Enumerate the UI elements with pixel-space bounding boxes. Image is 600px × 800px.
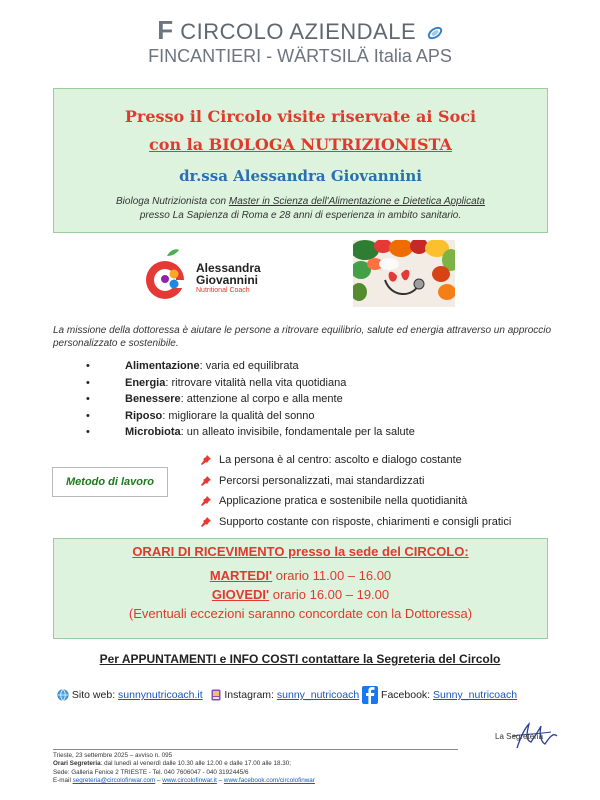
method-list — [200, 450, 570, 532]
footer-divider — [53, 749, 458, 750]
bullet-icon: • — [86, 409, 90, 422]
desc-prefix: Biologa Nutrizionista con — [116, 196, 229, 207]
benefit-key: Microbiota — [125, 426, 181, 438]
facebook-icon — [362, 686, 378, 704]
web-label: Sito web: — [69, 688, 119, 701]
social-links — [57, 686, 587, 704]
healthy-food-image — [353, 240, 455, 307]
list-item — [86, 424, 556, 441]
schedule-thursday — [54, 587, 547, 602]
coach-logo — [140, 246, 300, 306]
website-link[interactable]: sunnynutricoach.it — [118, 688, 203, 701]
email-link[interactable]: segreteria@circolofinwar.com — [72, 777, 156, 785]
desc-master: Master in Scienza dell'Alimentazione e Dietetica Applicata — [228, 196, 485, 207]
benefit-key: Riposo — [125, 409, 163, 422]
brand-title — [0, 15, 600, 45]
method-label-box: Metodo di lavoro — [52, 467, 168, 497]
bullet-icon: • — [86, 426, 90, 438]
time-thursday: orario 16.00 – 19.00 — [269, 587, 390, 602]
schedule-title: ORARI DI RICEVIMENTO presso la sede del CIRCOLO: — [132, 544, 469, 559]
pushpin-icon — [200, 454, 212, 466]
separator: – — [216, 777, 224, 785]
schedule-tuesday — [54, 568, 547, 583]
method-text: La persona è al centro: ascolto e dialogo costante — [219, 454, 462, 466]
list-item — [200, 471, 570, 492]
swirl-logo-icon — [427, 25, 443, 41]
apple-logo-icon — [140, 246, 190, 304]
logo-name-1: Alessandra — [196, 261, 261, 275]
footer-hours-label: Orari Segreteria — [53, 760, 101, 768]
method-text: Supporto costante con risposte, chiarimenti e consigli pratici — [219, 515, 512, 528]
brand-subtitle: FINCANTIERI - WÄRTSILÄ Italia APS — [148, 46, 452, 66]
day-thursday: GIOVEDI' — [211, 587, 270, 602]
list-item — [200, 512, 570, 533]
list-item — [86, 408, 556, 425]
time-tuesday: orario 11.00 – 16.00 — [272, 568, 392, 583]
pushpin-icon — [200, 475, 212, 487]
facebook-link[interactable]: Sunny_nutricoach — [433, 688, 518, 701]
logo-subtitle: Nutritional Coach — [196, 287, 250, 294]
list-item — [86, 358, 556, 375]
bullet-icon: • — [86, 360, 90, 372]
schedule-box — [53, 538, 548, 639]
footer-hours — [53, 760, 593, 768]
list-item — [200, 450, 570, 471]
header — [0, 15, 600, 67]
instagram-label: Instagram: — [221, 688, 277, 701]
benefit-key: Benessere — [125, 393, 181, 405]
footer-contacts — [53, 777, 593, 785]
doctor-name: dr.ssa Alessandra Giovannini — [179, 167, 422, 185]
intro-line-1: Presso il Circolo visite riservate ai Soci — [124, 107, 477, 126]
footer-date: Trieste, 23 settembre 2025 – avviso n. 095 — [53, 752, 173, 759]
bullet-icon: • — [86, 376, 90, 389]
day-tuesday: MARTEDI' — [209, 568, 273, 583]
pushpin-icon — [200, 516, 212, 528]
signature-label: La Segreteria — [495, 732, 544, 741]
logo-text — [196, 262, 261, 294]
brand-title-text: CIRCOLO AZIENDALE — [180, 19, 417, 44]
footer — [53, 752, 593, 786]
list-item — [86, 375, 556, 392]
method-text: Percorsi personalizzati, mai standardizzati — [219, 474, 425, 487]
bullet-icon: • — [86, 393, 90, 405]
site-link[interactable]: www.circolofinwar.it — [162, 777, 217, 785]
benefit-text: : attenzione al corpo e alla mente — [180, 393, 343, 405]
footer-hours-text: : dal lunedì al venerdì dalle 10.30 alle 12.00 e dalle 17.00 alle 18.30; — [100, 760, 292, 768]
logo-name-2: Giovannini — [196, 273, 259, 287]
instagram-icon — [211, 689, 221, 701]
list-item — [86, 391, 556, 408]
schedule-note: (Eventuali eccezioni saranno concordate con la Dottoressa) — [128, 606, 473, 621]
footer-address: Sede: Galleria Fenice 2 TRIESTE - Tel. 040 7606047 - 040 3192445/6 — [53, 768, 249, 776]
intro-box — [53, 88, 548, 233]
pushpin-icon — [200, 495, 212, 507]
facebook-page-link[interactable]: www.facebook.com/circolofinwar — [223, 777, 315, 785]
appointments-info: Per APPUNTAMENTI e INFO COSTI contattare la Segreteria del Circolo — [99, 652, 501, 666]
desc-suffix: presso La Sapienza di Roma e 28 anni di esperienza in ambito sanitario. — [139, 210, 462, 221]
list-item — [200, 491, 570, 512]
doctor-description — [54, 195, 547, 223]
benefit-text: : un alleato invisibile, fondamentale per la salute — [180, 426, 415, 438]
brand-initial: F — [157, 15, 174, 45]
benefit-key: Alimentazione — [125, 360, 200, 372]
food-stethoscope-icon — [353, 240, 455, 307]
benefit-text: : ritrovare vitalità nella vita quotidiana — [165, 376, 347, 389]
benefit-text: : varia ed equilibrata — [199, 360, 299, 372]
method-text: Applicazione pratica e sostenibile nella quotidianità — [219, 495, 468, 507]
intro-line-2: con la BIOLOGA NUTRIZIONISTA — [149, 135, 452, 154]
email-label: E-mail — [53, 777, 73, 785]
mission-text: La missione della dottoressa è aiutare le persone a ritrovare equilibrio, salute ed energia attraverso un approccio personalizzato e sostenibile. — [53, 325, 552, 349]
globe-icon — [57, 689, 69, 701]
facebook-label: Facebook: — [378, 688, 433, 701]
instagram-link[interactable]: sunny_nutricoach — [276, 688, 360, 701]
benefit-text: : migliorare la qualità del sonno — [162, 409, 315, 422]
benefits-list — [86, 358, 556, 441]
separator: – — [155, 777, 163, 785]
benefit-key: Energia — [125, 376, 166, 389]
